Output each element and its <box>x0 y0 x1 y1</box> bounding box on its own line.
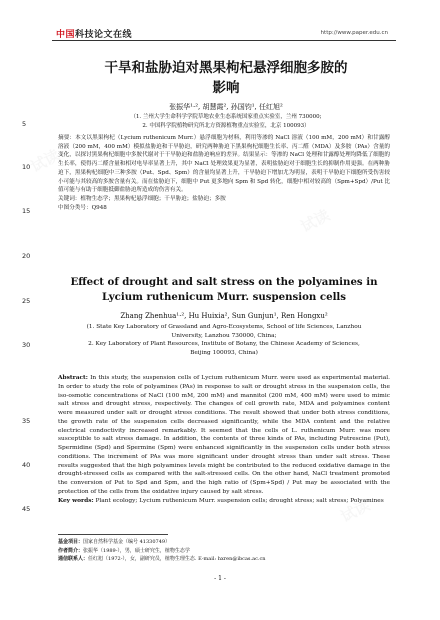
english-affiliations <box>58 323 390 357</box>
line-number: 30 <box>22 341 31 349</box>
footnote-label: 作者简介： <box>58 547 84 554</box>
chinese-abstract: 摘要：本文以黑果枸杞（Lycium ruthenicum Murr.）悬浮细胞为材料，利用等渗的 NaCl 溶液（100 mM，200 mM）和甘露醇溶液（200 mM，400 mM）模拟盐胁迫和干旱胁迫，研究两种胁迫下黑果枸杞细胞生长率、丙二醛（MDA）及多胺（PAs）含量的变化，以探讨黑果枸杞细胞中多胺代谢对于干旱胁迫和盐胁迫响应的差异。结果显示：等渗的 NaCl 处理和甘露醇处理均降低了细胞的生长率，使得丙二醛含量和相对电导率显著上升，其中 NaCl 处理效果更为显著，表明盐胁迫对于细胞生长的抑制作用更强。在两种胁迫下，黑果枸杞细胞中三种多胺（Put、Spd、Spm）的含量均显著上升，干旱胁迫下增加尤为明显，表明干旱胁迫下细胞所受伤害较小可能与其较高的多胺含量有关。而在盐胁迫下，细胞中 Put 更多地向 Spm 和 Spd 转化，细胞中相对较高的（Spm+Spd）/Put 比值可能与有助于细胞抵御盐胁迫所造成的伤害有关。 <box>58 135 390 194</box>
chinese-affiliation: （1. 兰州大学生命科学学院草地农业生态系统国家重点实验室，兰州 730000; <box>130 114 322 120</box>
footnote-label: 通信联系人： <box>58 556 89 562</box>
footnote-text: 张振华（1989-），男，硕士研究生，植物生态学 <box>83 547 190 554</box>
chinese-title-line: 影响 <box>212 80 240 96</box>
classification-number: 中图分类号：Q948 <box>58 204 107 211</box>
page-number: - 1 - <box>214 575 226 582</box>
line-number: 25 <box>22 297 31 305</box>
footnote-label: 基金项目： <box>58 539 84 545</box>
line-number: 20 <box>22 252 31 260</box>
english-affiliation: 2. Key Laboratory of Plant Resources, Institute of Botany, the Chinese Academy of Sciences, <box>88 341 360 348</box>
chinese-title <box>66 58 386 98</box>
keywords-text: Plant ecology; Lycium ruthenicum Murr. suspension cells; drought stress; salt stress; Polyamines <box>95 497 384 504</box>
site-url[interactable]: http://www.paper.edu.cn <box>320 30 388 36</box>
abstract-text: In this study, the suspension cells of Lycium ruthenicum Murr. were used as experimental material. In order to study the role of polyamines (PAs) in response to salt or drought stress in the suspension cells, the iso-osmotic concentrations of NaCl (100 mM, 200 mM) and mannitol (200 mM, 400 mM) were used to mimic salt stress and drought stress, respectively. The changes of cell growth rate, MDA and polyamines content were measured under salt or drought stress conditions. The result showed that under both stress conditions, the growth rate of the suspension cells decreased significantly, while the MDA content and the relative electrical condoctivity increased remarkably. It seemed that the cells of L. ruthenicum Murr. was more susceptible to salt stress damage. In addition, the contents of three kinds of PAs, including Putrescine (Put), Spermidine (Spd) and Spermine (Spm) were enhanced significantly in the suspension cells under both stress conditions. The increment of PAs was more significant under drought stress than under salt stress. These results suggested that the high polyamines levels might be contributed to the reduced oxidative damage in the drought-stressed cells as compared with the salt-stressed cells. On the other hand, NaCl treatment promoted the conversion of Put to Spd and Spm, and the high ratio of (Spm+Spd) / Put may be associated with the protection of the cells from the oxidative injury caused by salt stress. <box>58 375 390 495</box>
english-affiliation: University, Lanzhou 730000, China; <box>171 332 277 339</box>
line-number: 35 <box>22 417 31 425</box>
chinese-authors: 张振华¹·², 胡慧霞², 孙国钧¹, 任红旭² <box>169 103 283 111</box>
footnote <box>58 538 390 564</box>
line-number: 10 <box>22 163 31 171</box>
chinese-keywords: 关键词：植物生态学；黑果枸杞悬浮细胞；干旱胁迫；盐胁迫；多胺 <box>58 195 226 202</box>
abstract-label: Abstract: <box>58 375 88 381</box>
chinese-affiliation: 2. 中国科学院植物研究所北方资源植物重点实验室，北京 100093） <box>142 123 310 129</box>
brand-logo-text: 科技论文在线 <box>75 30 133 40</box>
line-number: 40 <box>22 461 31 469</box>
english-authors: Zhang Zhenhua¹·², Hu Huixia², Sun Gunjun¹, Ren Hongxu² <box>120 312 328 320</box>
footnote-divider <box>58 534 168 535</box>
line-number: 15 <box>22 207 31 215</box>
line-number: 45 <box>22 505 31 513</box>
english-title-line: Effect of drought and salt stress on the polyamines in <box>70 276 378 288</box>
line-number: 5 <box>22 120 27 128</box>
chinese-abstract-block <box>58 134 390 212</box>
chinese-affiliations <box>66 113 386 131</box>
english-abstract-block <box>58 374 390 505</box>
page-header <box>0 0 440 40</box>
english-keywords <box>58 497 390 506</box>
footnote-contact <box>58 555 390 564</box>
english-title <box>58 275 390 305</box>
english-affiliation: (1. State Key Laboratory of Grassland and Agro-Ecosystems, School of life Sciences, Lanzhou <box>86 324 362 330</box>
brand-logo <box>56 27 132 40</box>
chinese-title-line: 干旱和盐胁迫对黑果枸杞悬浮细胞多胺的 <box>104 60 348 76</box>
footnote-fund <box>58 538 390 547</box>
english-affiliation: Beijing 100093, China) <box>190 349 258 356</box>
footnote-text: 任红旭（1972-），女，副研究员，植物生理生态. E-mail: hxren@ibcas.ac.cn <box>88 556 266 562</box>
footnote-author <box>58 547 390 556</box>
brand-logo-prefix: 中国 <box>56 30 76 40</box>
english-title-line: Lycium ruthenicum Murr. suspension cells <box>101 291 347 303</box>
footnote-text: 国家自然科学基金（编号 41330749） <box>83 539 171 545</box>
english-abstract <box>58 374 390 497</box>
keywords-label: Key words: <box>58 497 94 504</box>
header-divider <box>52 40 396 41</box>
